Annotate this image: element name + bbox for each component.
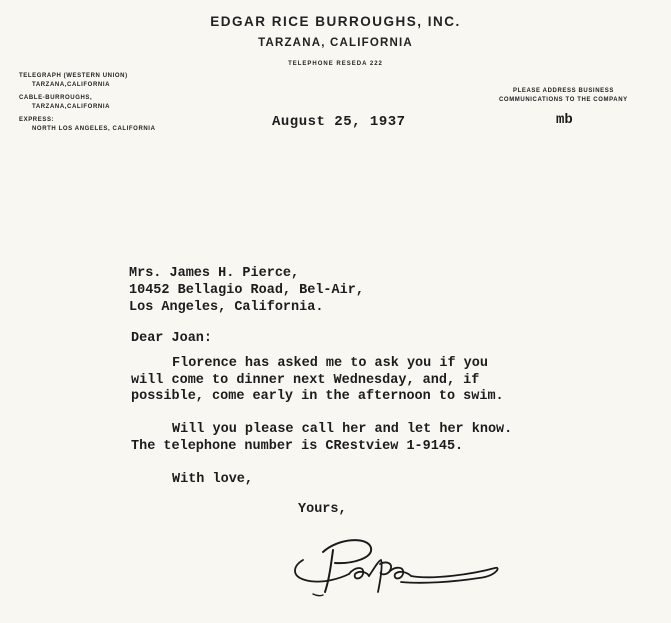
cable-value: TARZANA,CALIFORNIA: [32, 103, 111, 110]
address-note-line1: PLEASE ADDRESS BUSINESS: [513, 88, 614, 94]
paragraph-line: possible, come early in the afternoon to swim.: [131, 389, 504, 404]
express-value: NORTH LOS ANGELES, CALIFORNIA: [32, 125, 156, 132]
salutation: Dear Joan:: [131, 331, 213, 346]
telegraph-value: TARZANA,CALIFORNIA: [32, 81, 111, 88]
express-label: EXPRESS:: [19, 117, 55, 123]
company-name: EDGAR RICE BURROUGHS, INC.: [210, 14, 461, 29]
address-note: [499, 87, 628, 105]
signoff: Yours,: [298, 502, 347, 517]
closing: With love,: [172, 472, 254, 487]
paragraph-line: The telephone number is CRestview 1-9145.: [131, 438, 464, 454]
paragraph-1: [131, 356, 504, 406]
company-city: TARZANA, CALIFORNIA: [258, 37, 413, 49]
handwritten-signature: [283, 530, 503, 605]
contact-block: [19, 72, 156, 133]
cable-label: CABLE-BURROUGHS,: [19, 95, 93, 101]
recipient-city: Los Angeles, California.: [129, 300, 324, 315]
paragraph-2: [131, 422, 512, 455]
paragraph-line: Will you please call her and let her know.: [172, 422, 513, 437]
company-telephone: TELEPHONE RESEDA 222: [288, 61, 383, 67]
typist-initials: mb: [556, 112, 573, 128]
recipient-name: Mrs. James H. Pierce,: [129, 266, 300, 281]
telegraph-label: TELEGRAPH (WESTERN UNION): [19, 73, 128, 79]
letter-date: August 25, 1937: [272, 114, 406, 130]
address-note-line2: COMMUNICATIONS TO THE COMPANY: [499, 97, 628, 103]
recipient-street: 10452 Bellagio Road, Bel-Air,: [129, 283, 364, 298]
paragraph-line: will come to dinner next Wednesday, and, if: [131, 372, 480, 388]
paragraph-line: Florence has asked me to ask you if you: [172, 356, 488, 371]
recipient-address: [129, 265, 364, 316]
